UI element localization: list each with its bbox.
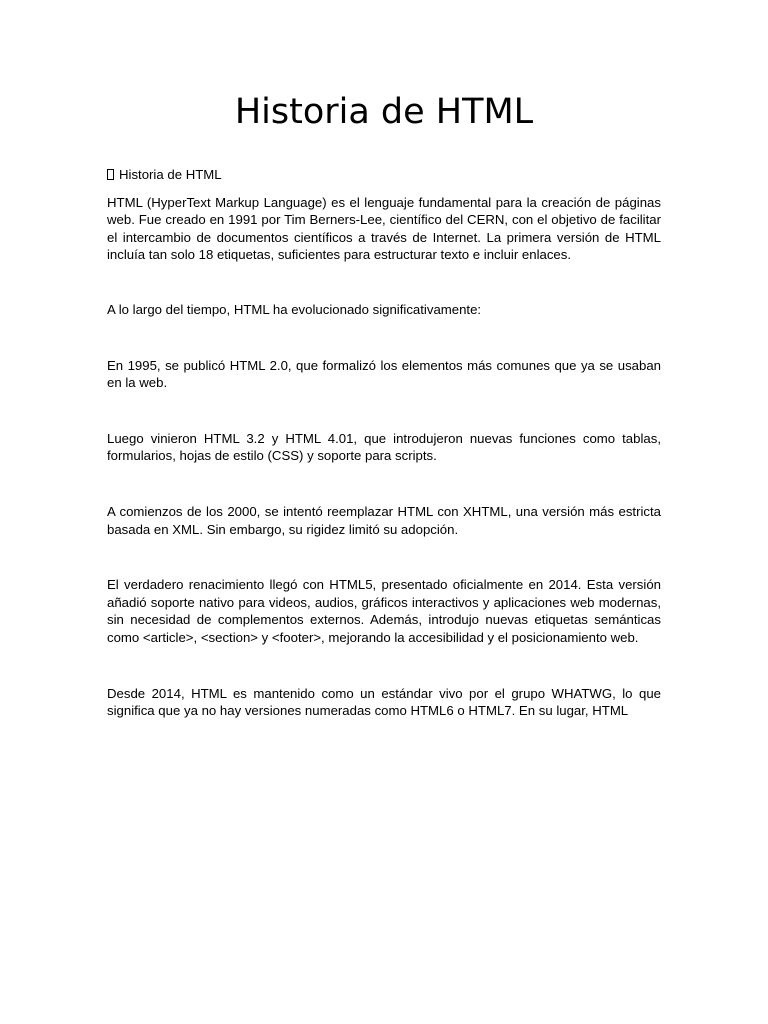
paragraph-intro: HTML (HyperText Markup Language) es el lenguaje fundamental para la creación de páginas web. Fue creado en 1991 por Tim Berners-Lee, científico del CERN, con el objetivo de facilitar el intercambio de documentos científicos a través de Internet. La primera versión de HTML incluía tan solo 18 etiquetas, suficientes para estructurar texto e incluir enlaces. <box>107 194 661 263</box>
paragraph-html2: En 1995, se publicó HTML 2.0, que formalizó los elementos más comunes que ya se usaban en la web. <box>107 357 661 391</box>
paragraph-living-standard: Desde 2014, HTML es mantenido como un estándar vivo por el grupo WHATWG, lo que significa que ya no hay versiones numeradas como HTML6 o HTML7. En su lugar, HTML <box>107 685 661 719</box>
paragraph-html5: El verdadero renacimiento llegó con HTML5, presentado oficialmente en 2014. Esta versión añadió soporte nativo para videos, audios, gráficos interactivos y aplicaciones web modernas, sin necesidad de complementos externos. Además, introdujo nuevas etiquetas semánticas como <article>, <section> y <footer>, mejorando la accesibilidad y el posicionamiento web. <box>107 577 661 645</box>
subheading <box>107 166 661 184</box>
missing-glyph-icon <box>107 169 114 180</box>
document-body <box>107 166 661 720</box>
paragraph-html3-4: Luego vinieron HTML 3.2 y HTML 4.01, que introdujeron nuevas funciones como tablas, formularios, hojas de estilo (CSS) y soporte para scripts. <box>107 430 661 464</box>
paragraph-evolution: A lo largo del tiempo, HTML ha evolucionado significativamente: <box>107 301 482 317</box>
document-title: Historia de HTML <box>234 92 534 132</box>
subheading-text: Historia de HTML <box>119 167 222 182</box>
paragraph-xhtml: A comienzos de los 2000, se intentó reemplazar HTML con XHTML, una versión más estricta basada en XML. Sin embargo, su rigidez limitó su adopción. <box>107 503 661 537</box>
